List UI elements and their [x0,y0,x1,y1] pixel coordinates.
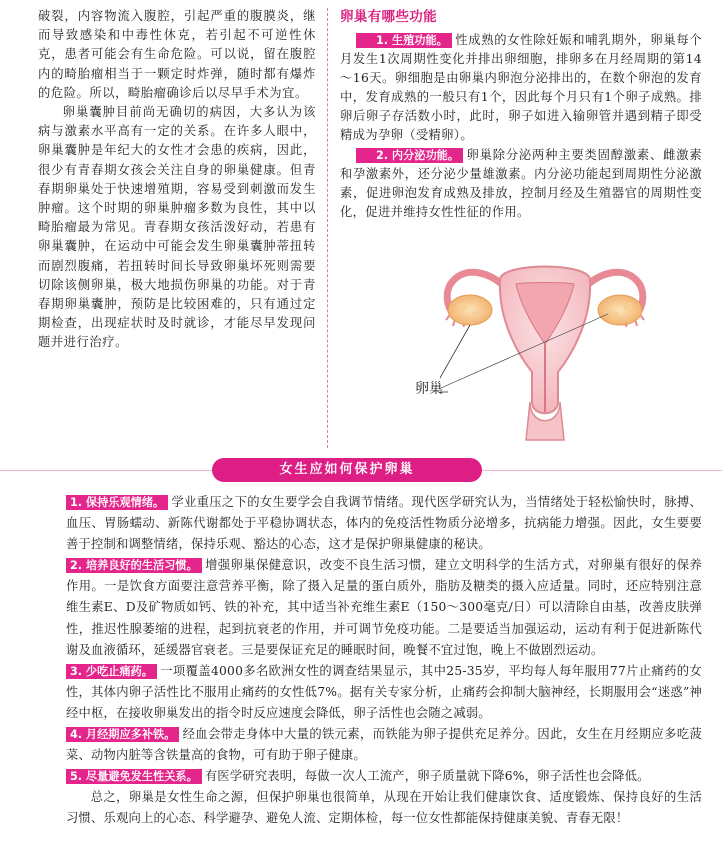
tip-text-4: 经血会带走身体中大量的铁元素，而铁能为卵子提供充足养分。因此，女生在月经期应多吃菠菜、动物内脏等含铁量高的食物，可有助于卵子健康。 [66,727,702,763]
tip-tag-5: 5. 尽量避免发生性关系。 [66,769,202,784]
tip-tag-4: 4. 月经期应多补铁。 [66,727,179,742]
tip-tag-2: 2. 培养良好的生活习惯。 [66,558,202,573]
ovary-function-title: 卵巢有哪些功能 [340,9,437,25]
function-item-reproductive [340,31,702,146]
left-paragraph-2: 卵巢囊肿目前尚无确切的病因，大多认为该病与激素水平高有一定的关系。在许多人眼中，卵巢囊肿是年纪大的女性才会患的疾病，因此，很少有青春期女孩会关注自身的卵巢健康。但青春期卵巢处于快速增殖期，容易受到刺激而发生肿瘤。这个时期的卵巢肿瘤多数为良性，其中以畸胎瘤最为常见。青春期女孩活泼好动，若患有卵巢囊肿，在运动中可能会发生卵巢囊肿蒂扭转而剧烈腹痛，若扭转时间长导致卵巢坏死则需要切除该侧卵巢，极大地损伤卵巢的功能。对于青春期卵巢囊肿，预防是比较困难的，只有通过定期检查，出现症状时及时就诊，才能尽早发现问题并进行治疗。 [38,105,316,350]
column-divider [327,8,328,448]
left-paragraph-1: 破裂，内容物流入腹腔，引起严重的腹膜炎，继而导致感染和中毒性休克，若引起不可逆性休克，患者可能会有生命危险。可以说，留在腹腔内的畸胎瘤相当于一颗定时炸弹，随时都有爆炸的危险。所以，畸胎瘤确诊后以尽早手术为宜。 [38,9,316,100]
right-column [340,7,702,222]
tip-item-1 [66,492,702,555]
ovary-right [598,295,642,325]
tip-text-3: 一项覆盖4000多名欧洲女性的调查结果显示，其中25-35岁，平均每人每年服用77片止痛药的女性，其体内卵子活性比不服用止痛药的女性低7%。据有关专家分析，止痛药会抑制大脑神经，长期服用会“迷惑”神经中枢，在接收卵巢发出的指令时反应速度会降低，卵子活性也会随之减弱。 [66,663,702,720]
banner-section [0,458,722,484]
protect-tips-section [66,492,702,830]
tip-text-2: 增强卵巢保健意识，改变不良生活习惯，建立文明科学的生活方式，对卵巢有很好的保养作用。一是饮食方面要注意营养平衡，除了摄入足量的蛋白质外，脂肪及糖类的摄入应适量。同时，还应特别注意维生素E、D及矿物质如钙、铁的补充，其中适当补充维生素E（150～300毫克/日）可以清除自由基，改善皮肤弹性，推迟性腺萎缩的进程，起到抗衰老的作用，并可调节免疫功能。二是要适当加强运动，运动有利于促进新陈代谢及血液循环，延缓器官衰老。三是要保证充足的睡眠时间，晚餐不宜过饱，晚上不做剧烈运动。 [66,558,702,657]
left-column [38,7,316,353]
function-tag-endocrine: 2. 内分泌功能。 [356,148,463,163]
function-item-endocrine [340,146,702,222]
conclusion-paragraph: 总之，卵巢是女性生命之源，但保护卵巢也很简单，从现在开始让我们健康饮食、适度锻炼、保持良好的生活习惯、乐观向上的心态、科学避孕、避免人流、定期体检，每一位女性都能保持健康美貌、青春无限！ [66,790,702,826]
tip-text-1: 学业重压之下的女生要学会自我调节情绪。现代医学研究认为，当情绪处于轻松愉快时，脉搏、血压、胃肠蠕动、新陈代谢都处于平稳协调状态，体内的免疫活性物质分泌增多，抗病能力增强。因此，女生要要善于控制和调整情绪，保持乐观、豁达的心态，这才是保护卵巢健康的秘诀。 [66,495,702,552]
tip-item-2 [66,555,702,660]
tip-tag-1: 1. 保持乐观情绪。 [66,495,168,510]
function-tag-reproductive: 1. 生殖功能。 [356,33,452,48]
tip-text-5: 有医学研究表明，每做一次人工流产，卵子质量就下降6%，卵子活性也会降低。 [204,769,650,784]
tip-tag-3: 3. 少吃止痛药。 [66,664,157,679]
ovary-left [448,295,492,325]
ovary-label: 卵巢 [415,381,443,397]
uterus-illustration [440,252,650,442]
tip-item-3 [66,661,702,724]
tip-item-5 [66,766,702,787]
protect-ovary-banner: 女生应如何保护卵巢 [212,458,482,482]
function-text-reproductive: 性成熟的女性除妊娠和哺乳期外，卵巢每个月发生1次周期性变化并排出卵细胞，排卵多在月经周期的第14～16天。卵细胞是由卵巢内卵泡分泌排出的，在数个卵泡的发育中，发育成熟的一般只有1个，因此每个月只有1个卵子成熟。排卵后卵子存活数小时，此时，卵子如进入输卵管并遇到精子即受精成为孕卵（受精卵）。 [340,33,702,143]
tip-item-4 [66,724,702,766]
function-text-endocrine: 卵巢除分泌两种主要类固醇激素、雌激素和孕激素外，还分泌少量雄激素。内分泌功能起到周期性分泌激素，促进卵泡发育成熟及排放，控制月经及生殖器官的周期性变化，促进并维持女性性征的作用。 [340,147,702,219]
